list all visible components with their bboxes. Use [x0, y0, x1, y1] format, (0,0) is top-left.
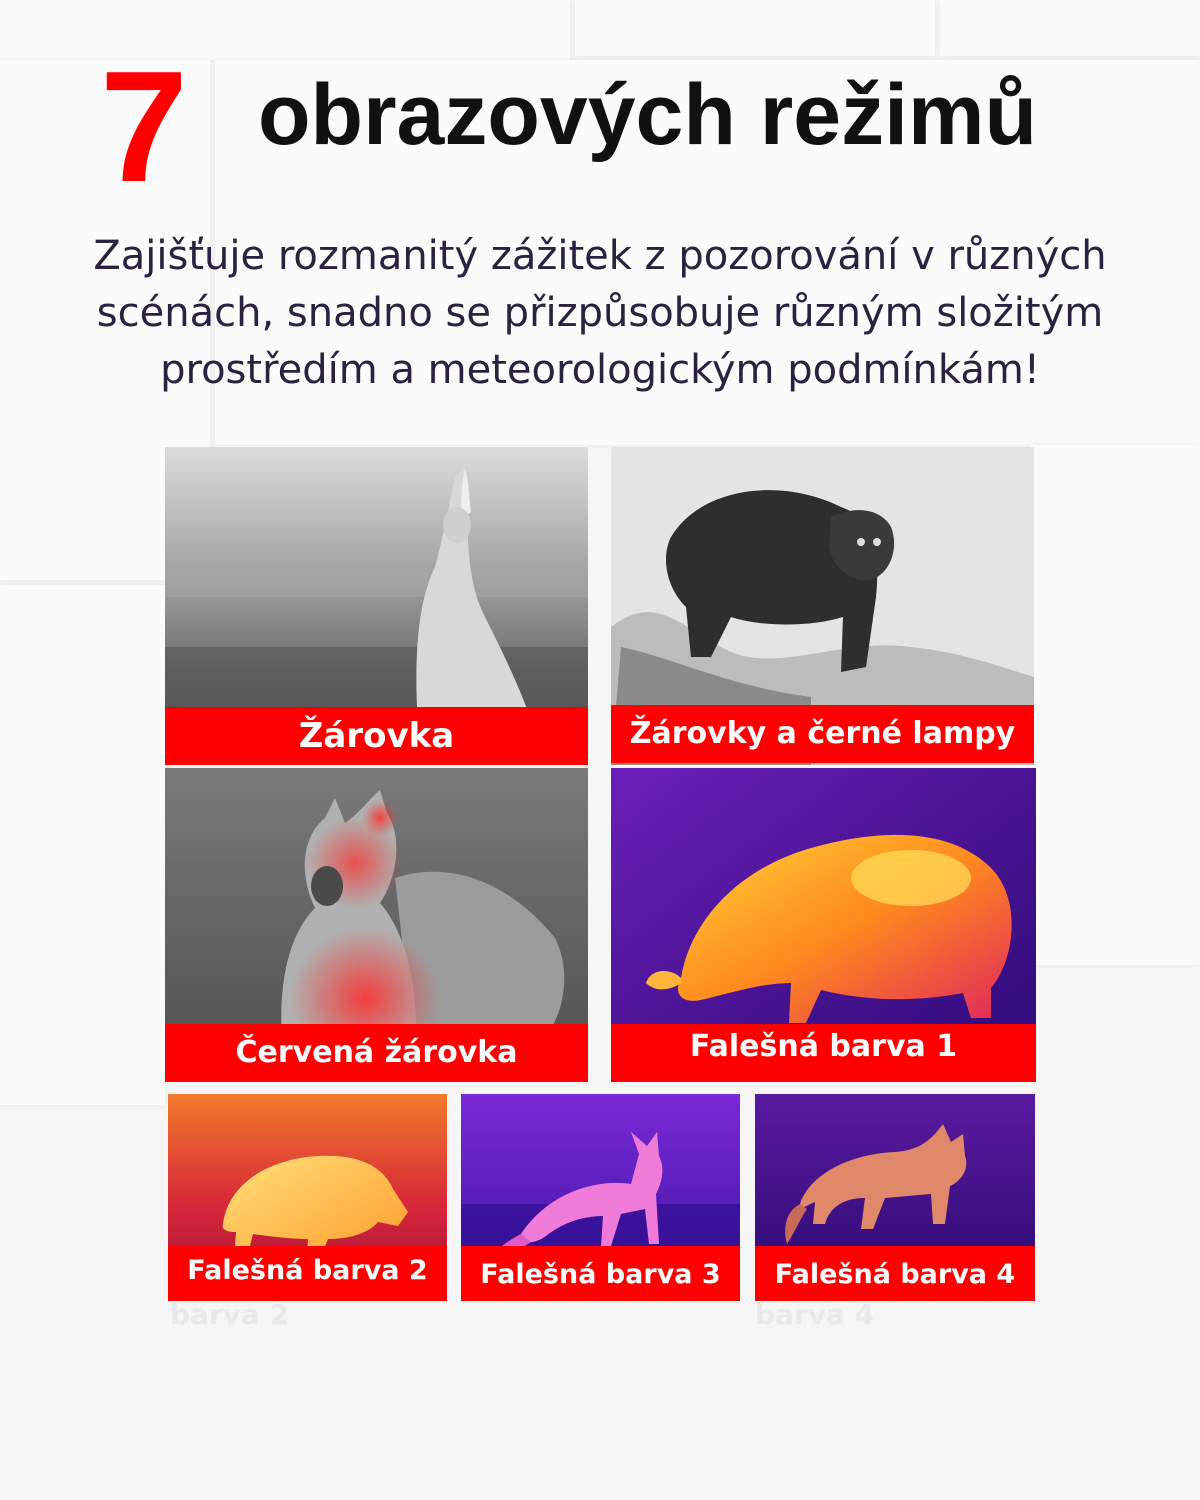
- mode-card-false-color-3: [461, 1094, 740, 1301]
- mode-label-3: Falešná barva 1: [611, 1024, 1036, 1082]
- mode-card-false-color-4: [755, 1094, 1035, 1301]
- ghost-label-left: barva 2: [170, 1298, 290, 1331]
- mode-label-2: Červená žárovka: [165, 1024, 588, 1082]
- mode-label-5: Falešná barva 3: [461, 1246, 740, 1301]
- mode-card-white-black: [611, 447, 1034, 765]
- mode-label-0: Žárovka: [165, 707, 588, 765]
- ghost-label-right: barva 4: [755, 1298, 875, 1331]
- mode-label-6: Falešná barva 4: [755, 1246, 1035, 1301]
- mode-card-false-color-2: [168, 1094, 447, 1301]
- page-title: obrazových režimů: [258, 67, 1037, 163]
- page-subtitle: Zajišťuje rozmanitý zážitek z pozorování v různých scénách, snadno se přizpůsobuje různým složitým prostředím a meteorologickým podmínkám!: [93, 233, 1107, 393]
- mode-label-4: Falešná barva 2: [168, 1246, 447, 1301]
- mode-card-white-hot: [165, 447, 588, 765]
- mode-label-1: Žárovky a černé lampy: [611, 705, 1034, 763]
- mode-card-red-hot: [165, 768, 588, 1082]
- mode-card-false-color-1: [611, 768, 1036, 1082]
- mode-count: 7: [100, 39, 188, 215]
